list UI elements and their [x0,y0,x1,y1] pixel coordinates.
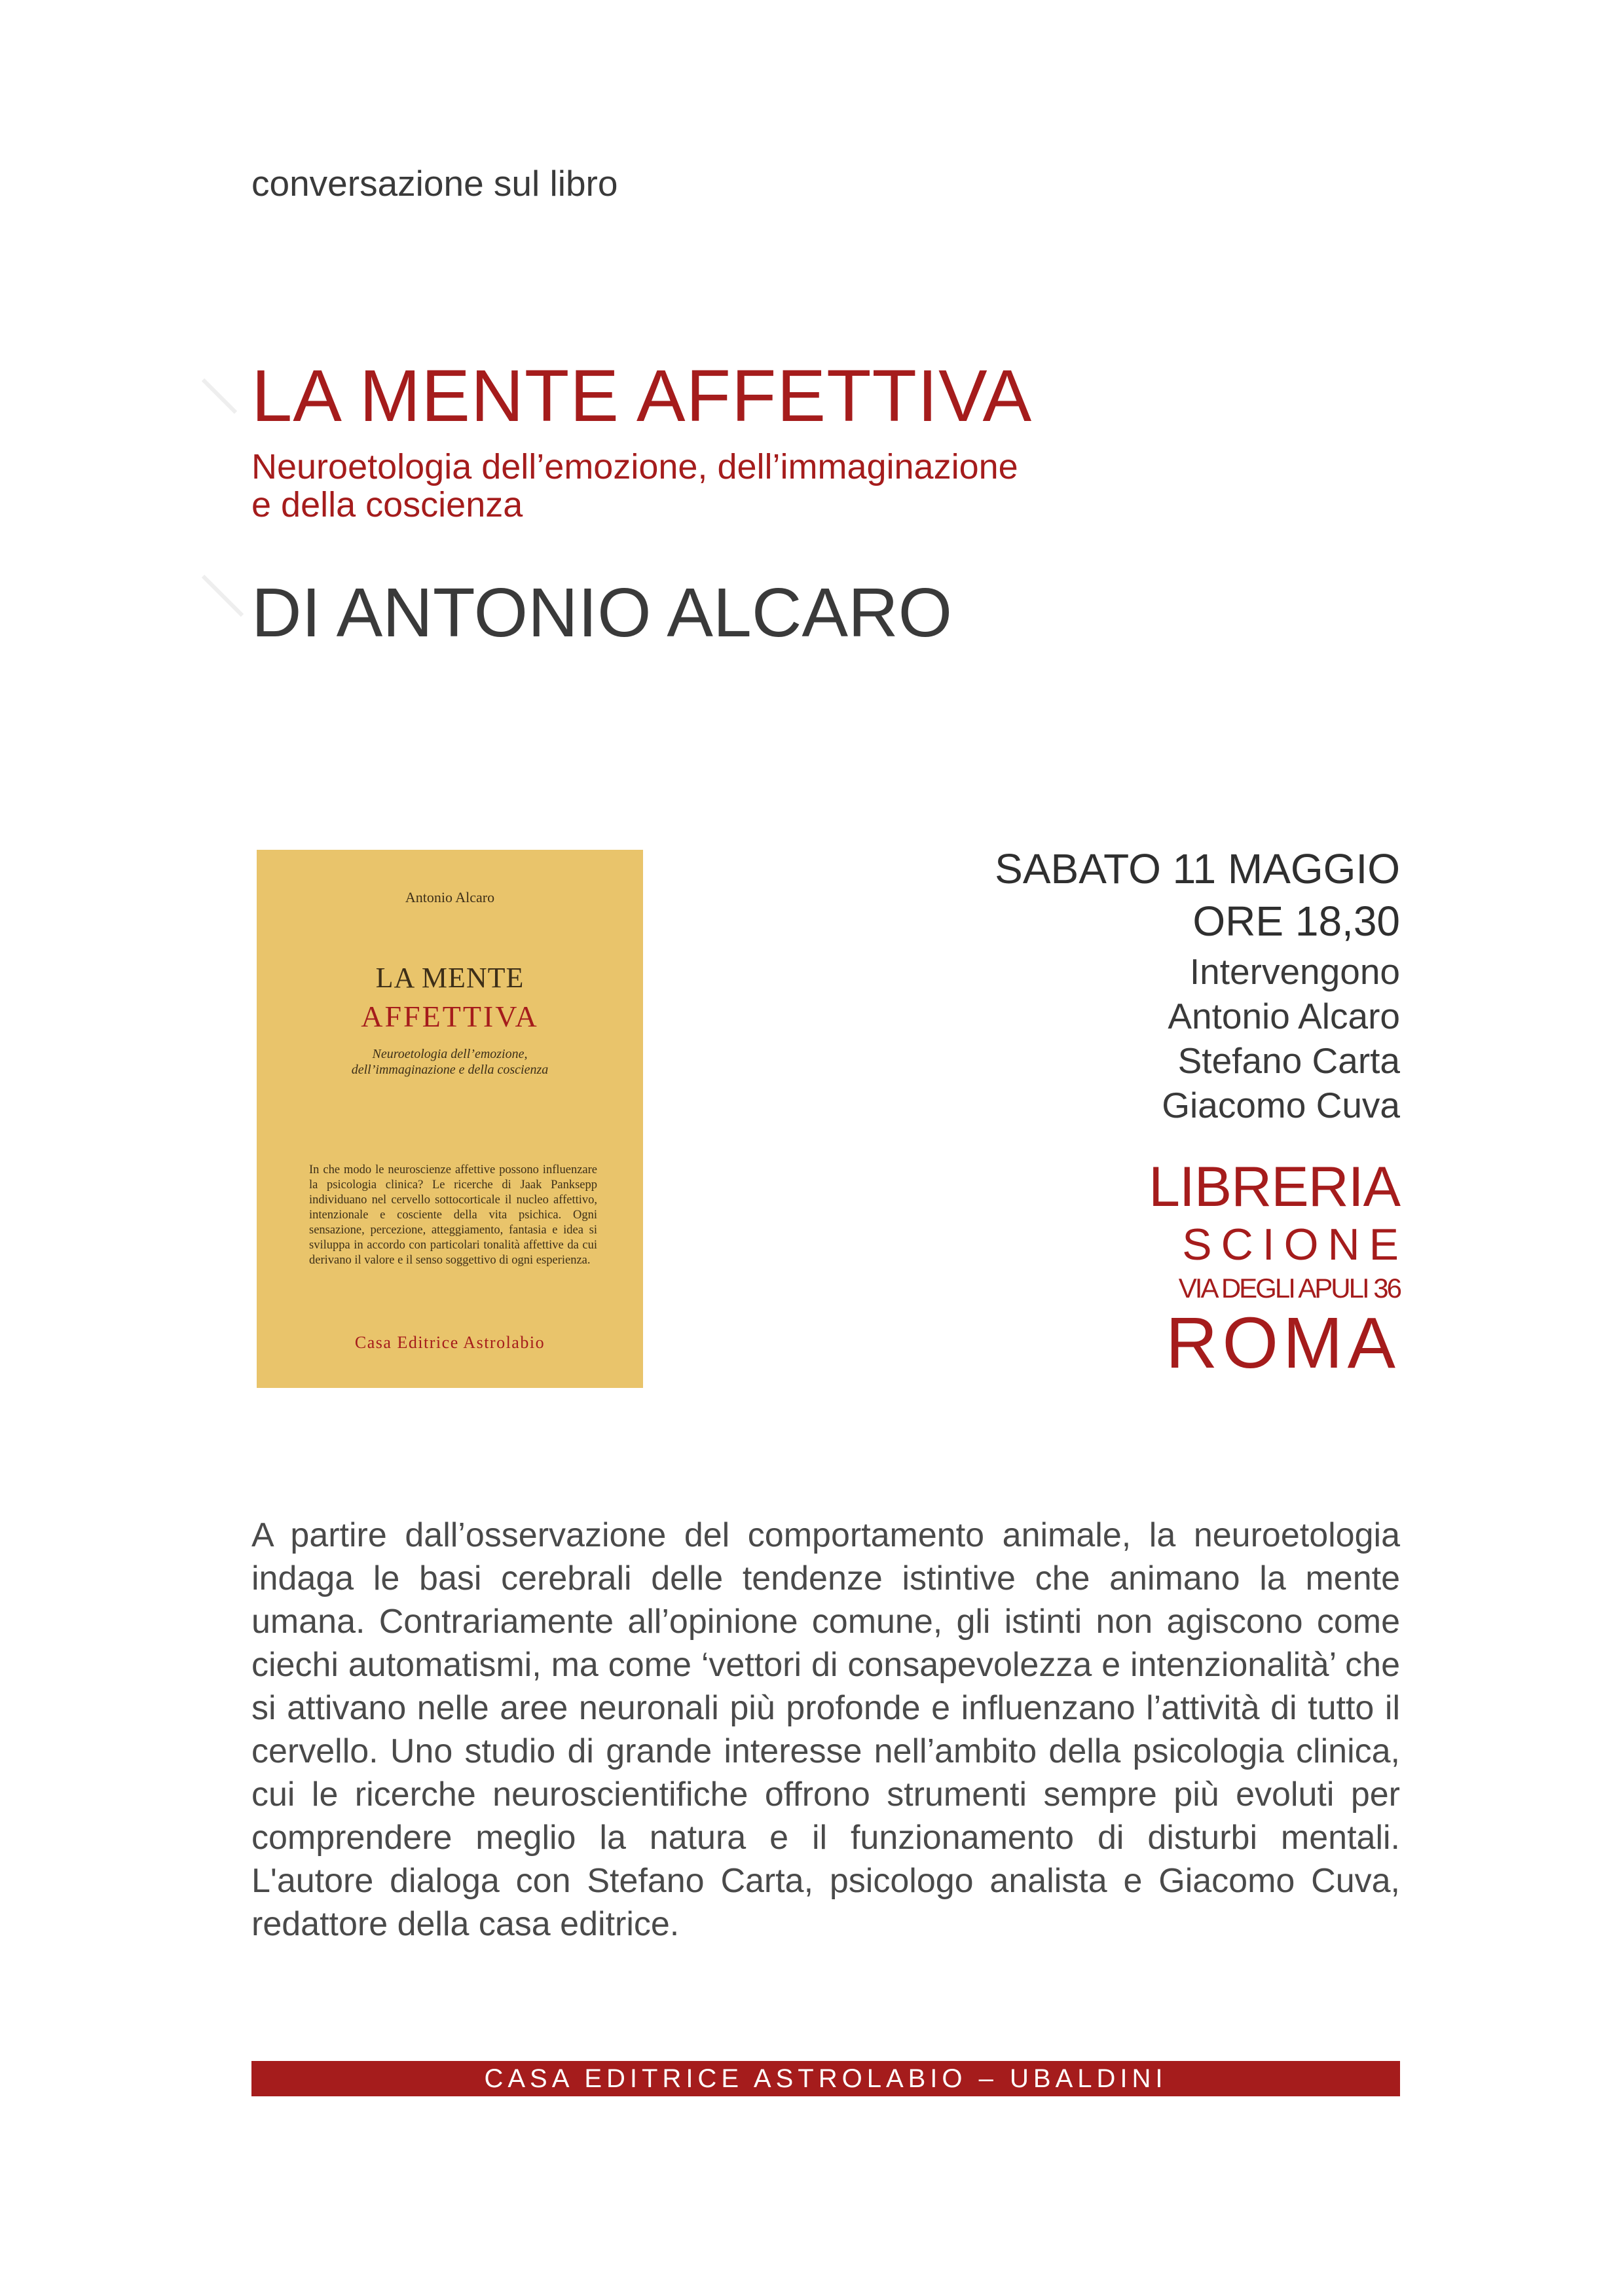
book-cover-title-line-1: LA MENTE [375,962,525,994]
venue-address: VIA DEGLI APULI 36 [1178,1273,1400,1303]
speaker-name: Giacomo Cuva [1162,1085,1400,1125]
event-time: ORE 18,30 [1192,898,1400,945]
book-cover-publisher: Casa Editrice Astrolabio [354,1333,545,1352]
venue-city: ROMA [1166,1303,1400,1383]
book-cover-subtitle-line-1: Neuroetologia dell’emozione, [372,1047,528,1061]
speakers-intro: Intervengono [1189,951,1400,992]
book-cover-subtitle-line-2: dell’immaginazione e della coscienza [351,1063,549,1077]
venue-name-line-1: LIBRERIA [1149,1156,1400,1218]
event-title: LA MENTE AFFETTIVA [251,355,1033,437]
speaker-name: Stefano Carta [1177,1040,1400,1081]
book-description: A partire dall’osservazione del comportamento animale, la neuroetologia indaga le basi cerebrali delle tendenze istintive che animano la mente umana. Contrariamente all’opinione comune, gli istinti non agiscono come ciechi automatismi, ma come ‘vettori di consapevolezza e intenzionalità’ che si attivano nelle aree neuronali più profonde e influenzano l’attività di tutto il cervello. Uno studio di grande interesse nell’ambito della psicologia clinica, cui le ricerche neuroscientifiche offrono strumenti sempre più evoluti per comprendere meglio la natura e il funzionamento di disturbi mentali. L'autore dialoga con Stefano Carta, psicologo analista e Giacomo Cuva, redattore della casa editrice. [251,1516,1400,1943]
book-cover-author: Antonio Alcaro [405,889,495,905]
book-cover-title-line-2: AFFETTIVA [361,1000,539,1033]
event-subtitle [251,448,1168,524]
book-cover-description: In che modo le neuroscienze affettive possono influenzare la psicologia clinica? Le ricerche di Jaak Panksepp individuano nel cervello sottocorticale il nucleo affettivo, intenzionale e cosciente della vita psichica. Ogni sensazione, percezione, atteggiamento, fantasia e idea si sviluppa in accordo con particolari tonalità affettive da cui derivano il valore e il senso soggettivo di ogni esperienza. [309,1163,597,1267]
venue-name-line-2: SCIONE [1182,1220,1408,1269]
book-cover-image [257,850,643,1388]
book-cover-subtitle [296,1046,604,1078]
subtitle-line-2: e della coscienza [251,485,523,524]
publisher-footer-bar: CASA EDITRICE ASTROLABIO – UBALDINI [251,2061,1400,2096]
subtitle-line-1: Neuroetologia dell’emozione, dell’immaginazione [251,447,1018,486]
intro-text: conversazione sul libro [251,163,618,204]
event-date: SABATO 11 MAGGIO [995,845,1400,892]
author-line: DI ANTONIO ALCARO [251,574,953,651]
speaker-name: Antonio Alcaro [1168,996,1400,1036]
